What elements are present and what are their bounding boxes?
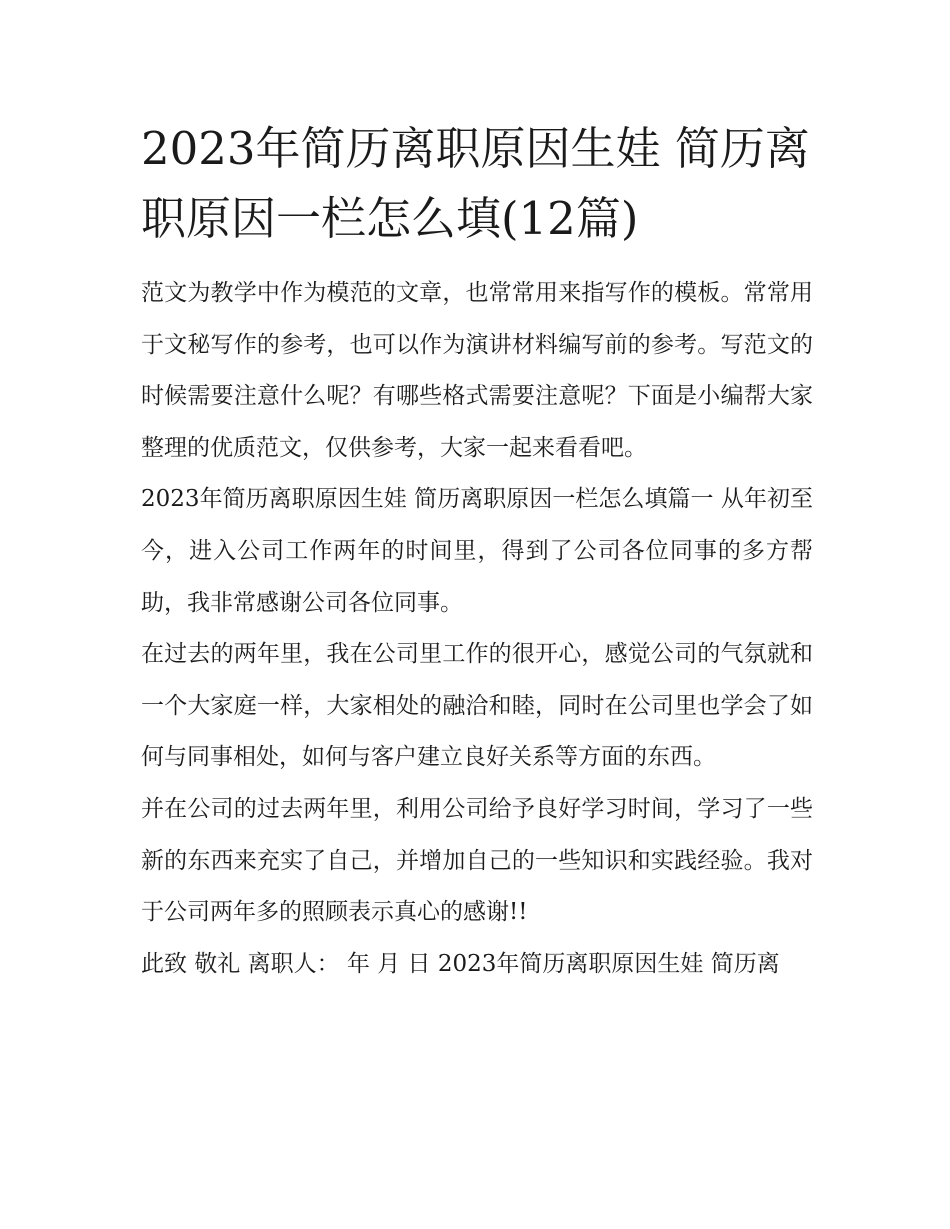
- document-body: [141, 114, 813, 990]
- closing-paragraph: 此致 敬礼 离职人： 年 月 日 2023年简历离职原因生娃 简历离: [141, 950, 780, 977]
- body-paragraph-1: 2023年简历离职原因生娃 简历离职原因一栏怎么填篇一 从年初至今，进入公司工作两年的时间里，得到了公司各位同事的多方帮助，我非常感谢公司各位同事。: [141, 486, 813, 616]
- intro-paragraph: 范文为教学中作为模范的文章，也常常用来指写作的模板。常常用于文秘写作的参考，也可以作为演讲材料编写前的参考。写范文的时候需要注意什么呢？有哪些格式需要注意呢？下面是小编帮大家整理的优质范文，仅供参考，大家一起来看看吧。: [141, 280, 813, 461]
- document-title: 2023年简历离职原因生娃 简历离职原因一栏怎么填(12篇): [141, 122, 810, 245]
- body-paragraph-2: 在过去的两年里，我在公司里工作的很开心，感觉公司的气氛就和一个大家庭一样，大家相处的融洽和睦，同时在公司里也学会了如何与同事相处，如何与客户建立良好关系等方面的东西。: [141, 641, 813, 771]
- body-paragraph-3: 并在公司的过去两年里，利用公司给予良好学习时间，学习了一些新的东西来充实了自己，并增加自己的一些知识和实践经验。我对于公司两年多的照顾表示真心的感谢!!: [141, 795, 813, 926]
